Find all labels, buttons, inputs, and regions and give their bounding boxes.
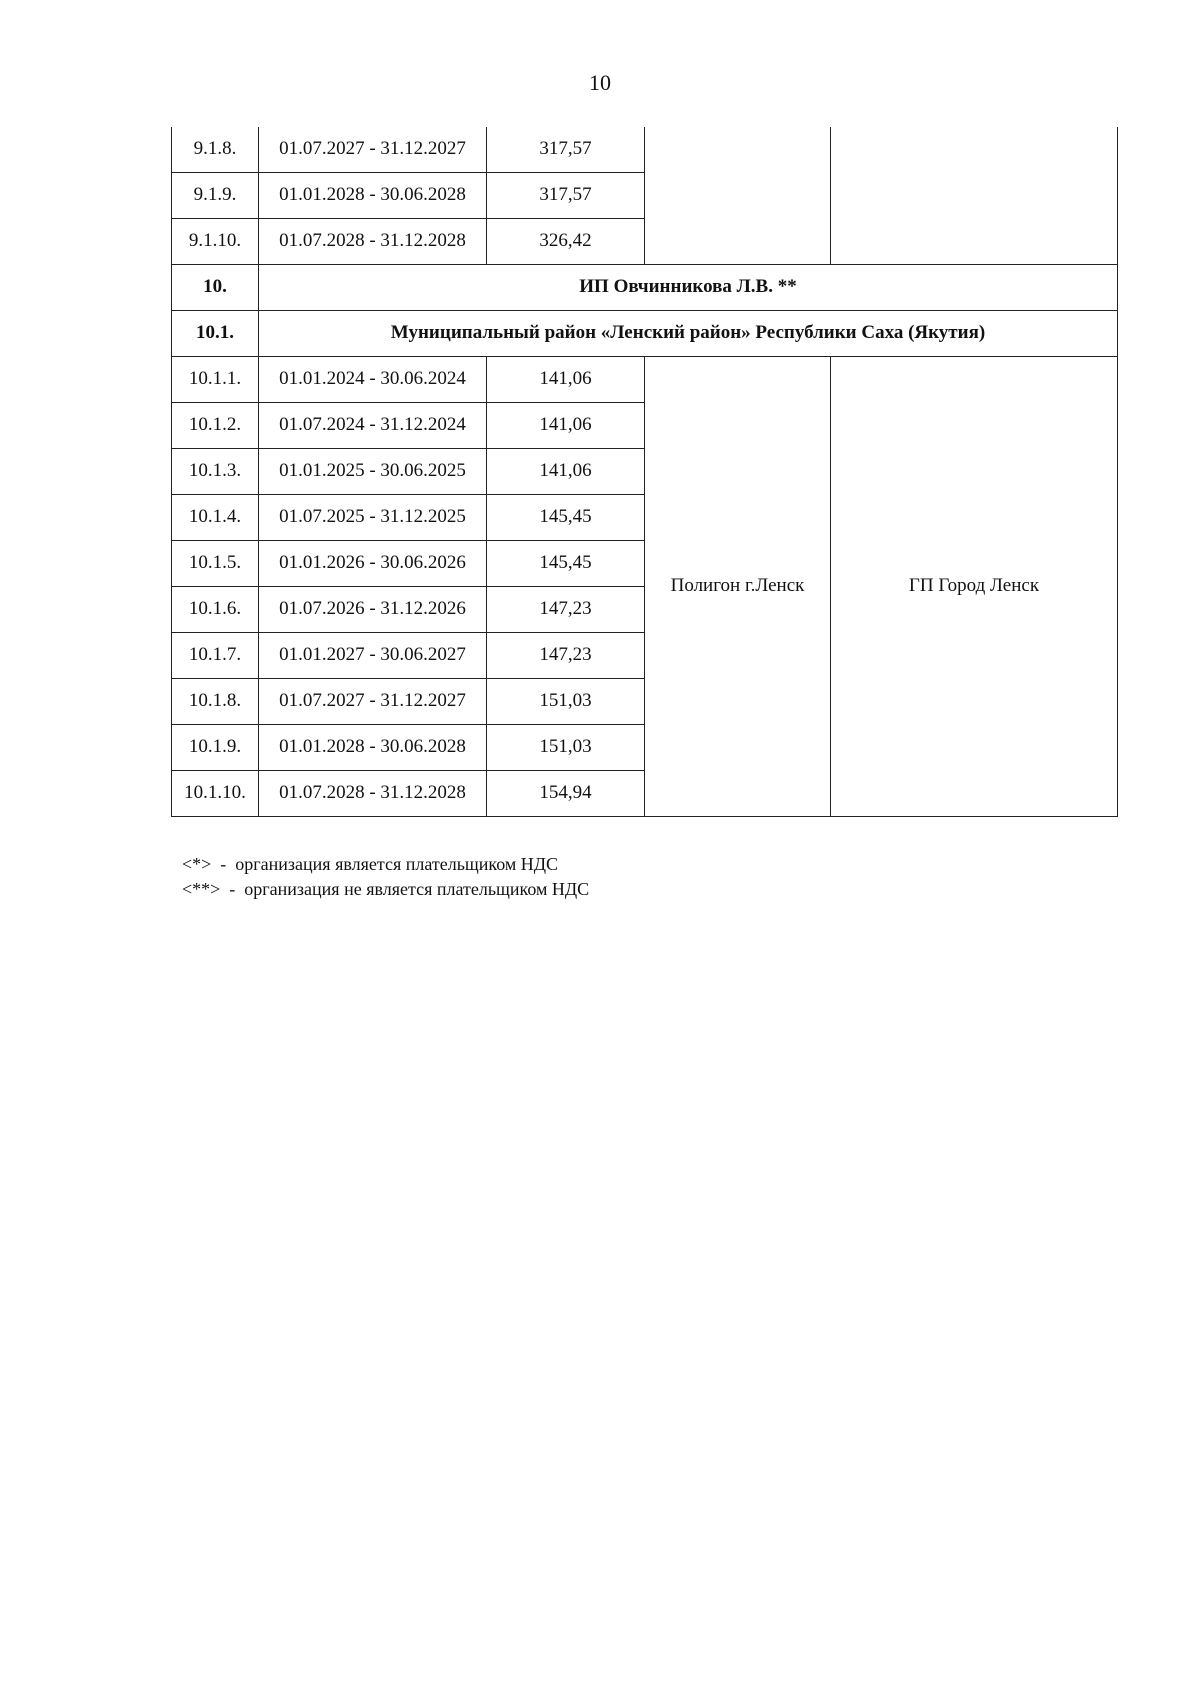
- org-header-row: [172, 265, 1118, 311]
- row-value: 147,23: [487, 633, 645, 679]
- row-number: 10.1.5.: [172, 541, 259, 587]
- row-period: 01.01.2024 - 30.06.2024: [259, 357, 487, 403]
- row-value: 151,03: [487, 679, 645, 725]
- facility-cell: Полигон г.Ленск: [645, 357, 831, 817]
- row-number: 9.1.10.: [172, 219, 259, 265]
- footnote-vat-payer: <*> - организация является плательщиком НДС: [182, 854, 559, 874]
- row-value: 317,57: [487, 173, 645, 219]
- row-period: 01.07.2026 - 31.12.2026: [259, 587, 487, 633]
- row-period: 01.07.2025 - 31.12.2025: [259, 495, 487, 541]
- page-number: 10: [589, 70, 611, 95]
- row-value: 317,57: [487, 127, 645, 173]
- row-number: 10.1.10.: [172, 771, 259, 817]
- row-value: 145,45: [487, 495, 645, 541]
- row-number: 9.1.9.: [172, 173, 259, 219]
- row-period: 01.01.2028 - 30.06.2028: [259, 173, 487, 219]
- row-period: 01.07.2027 - 31.12.2027: [259, 679, 487, 725]
- row-number: 10.1.8.: [172, 679, 259, 725]
- row-period: 01.01.2026 - 30.06.2026: [259, 541, 487, 587]
- district-header-row: [172, 311, 1118, 357]
- org-number: 10.: [172, 265, 259, 311]
- settlement-cell-continued: [831, 127, 1118, 265]
- row-value: 145,45: [487, 541, 645, 587]
- row-period: 01.07.2028 - 31.12.2028: [259, 219, 487, 265]
- row-period: 01.01.2027 - 30.06.2027: [259, 633, 487, 679]
- row-period: 01.01.2028 - 30.06.2028: [259, 725, 487, 771]
- row-period: 01.07.2024 - 31.12.2024: [259, 403, 487, 449]
- row-value: 141,06: [487, 403, 645, 449]
- footnotes: [182, 852, 589, 902]
- row-value: 326,42: [487, 219, 645, 265]
- row-number: 10.1.9.: [172, 725, 259, 771]
- row-number: 10.1.3.: [172, 449, 259, 495]
- row-period: 01.01.2025 - 30.06.2025: [259, 449, 487, 495]
- district-name: Муниципальный район «Ленский район» Республики Саха (Якутия): [259, 311, 1118, 357]
- table-row: [172, 127, 1118, 173]
- row-value: 151,03: [487, 725, 645, 771]
- district-number: 10.1.: [172, 311, 259, 357]
- facility-cell-continued: [645, 127, 831, 265]
- settlement-cell: ГП Город Ленск: [831, 357, 1118, 817]
- row-period: 01.07.2027 - 31.12.2027: [259, 127, 487, 173]
- row-value: 154,94: [487, 771, 645, 817]
- row-number: 10.1.1.: [172, 357, 259, 403]
- row-number: 10.1.2.: [172, 403, 259, 449]
- tariff-table: [171, 127, 1118, 817]
- org-name: ИП Овчинникова Л.В. **: [259, 265, 1118, 311]
- row-number: 10.1.7.: [172, 633, 259, 679]
- row-number: 10.1.4.: [172, 495, 259, 541]
- row-number: 9.1.8.: [172, 127, 259, 173]
- row-value: 141,06: [487, 449, 645, 495]
- row-number: 10.1.6.: [172, 587, 259, 633]
- row-value: 147,23: [487, 587, 645, 633]
- footnote-non-vat-payer: <**> - организация не является плательщиком НДС: [182, 879, 590, 899]
- table-row: [172, 357, 1118, 403]
- row-value: 141,06: [487, 357, 645, 403]
- row-period: 01.07.2028 - 31.12.2028: [259, 771, 487, 817]
